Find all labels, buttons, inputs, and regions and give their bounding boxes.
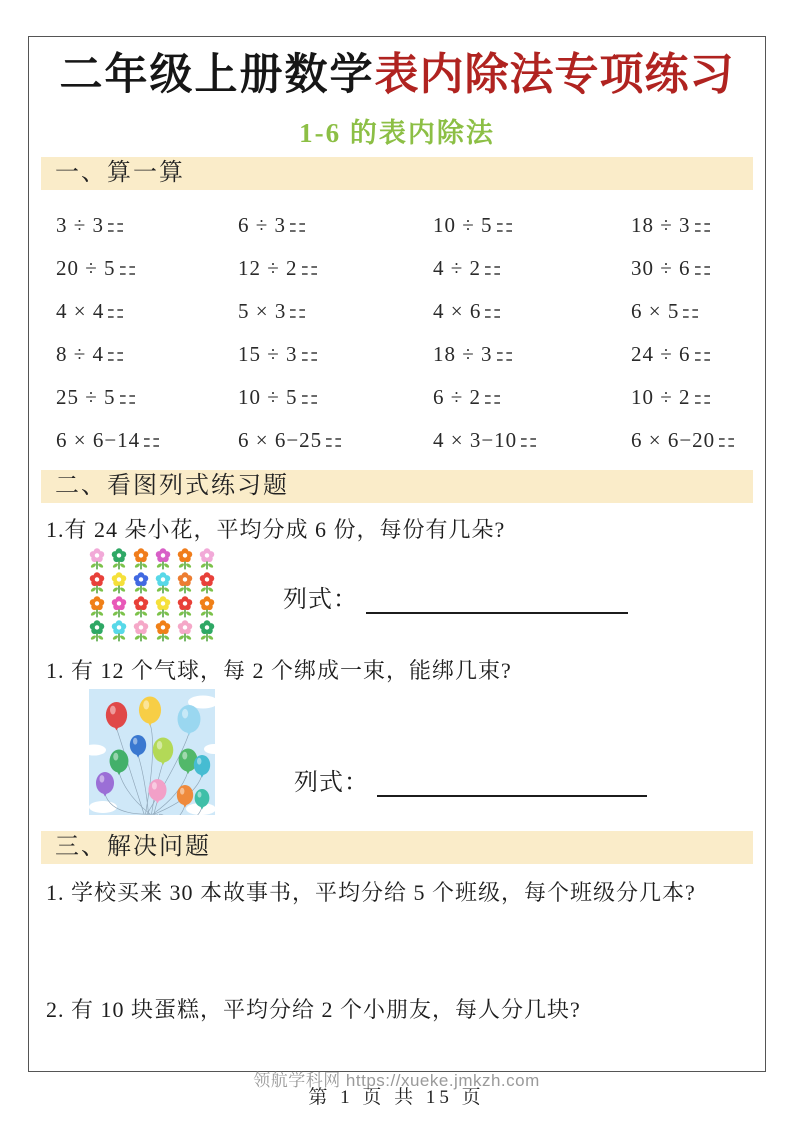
math-expression: 12 ÷ 2 — [238, 256, 298, 280]
math-expression: 6 × 5 — [631, 299, 680, 323]
math-expression: 20 ÷ 5 — [56, 256, 116, 280]
math-problem — [238, 256, 433, 281]
answer-line-flowers — [366, 587, 628, 613]
math-expression: 18 ÷ 3 — [433, 342, 493, 366]
question-text-cakes: 2. 有 10 块蛋糕，平均分给 2 个小朋友，每人分几块? — [46, 997, 581, 1022]
math-problem — [631, 299, 753, 324]
equals-trace — [290, 223, 305, 232]
math-expression: 24 ÷ 6 — [631, 342, 691, 366]
flower-icon — [196, 620, 218, 644]
section3-heading: 三、解决问题 — [41, 831, 753, 864]
section1-heading: 一、算一算 — [41, 157, 753, 190]
math-expression: 10 ÷ 5 — [238, 385, 298, 409]
flowers-figure — [86, 548, 218, 644]
flower-icon — [152, 548, 174, 572]
equals-trace — [497, 223, 512, 232]
math-problem — [433, 256, 631, 281]
page-number: 第 1 页 共 15 页 — [308, 1087, 485, 1108]
flower-icon — [174, 572, 196, 596]
math-problem — [631, 385, 753, 410]
math-problem — [56, 213, 238, 238]
math-problem — [56, 299, 238, 324]
flower-icon — [86, 548, 108, 572]
math-problem — [56, 342, 238, 367]
flower-icon — [130, 572, 152, 596]
lieshi-label-balloons: 列式： — [294, 770, 369, 796]
balloon-shape — [96, 772, 114, 794]
balloons-figure — [89, 689, 215, 815]
page-title — [41, 47, 753, 113]
page-subtitle: 1-6 的表内除法 — [299, 118, 495, 148]
section2-heading: 二、看图列式练习题 — [41, 470, 753, 503]
flower-icon — [108, 596, 130, 620]
math-problem — [238, 213, 433, 238]
math-problem — [631, 213, 753, 238]
balloon-shape — [194, 755, 210, 775]
math-expression: 15 ÷ 3 — [238, 342, 298, 366]
equation-area-flowers — [283, 579, 628, 614]
equals-trace — [108, 309, 123, 318]
question-text-books: 1. 学校买来 30 本故事书，平均分给 5 个班级，每个班级分几本? — [46, 880, 696, 905]
balloon-shape — [178, 705, 201, 733]
balloon-shape — [195, 789, 210, 807]
flower-icon — [108, 548, 130, 572]
answer-line-balloons — [377, 771, 647, 797]
watermark-text: 领航学科网 https://xueke.jmkzh.com — [253, 1071, 540, 1090]
math-expression: 30 ÷ 6 — [631, 256, 691, 280]
balloon-shape — [130, 735, 146, 755]
flower-icon — [152, 596, 174, 620]
equals-trace — [719, 438, 734, 447]
math-expression: 6 × 6−14 — [56, 428, 141, 452]
equals-trace — [695, 223, 710, 232]
math-problem — [631, 428, 753, 453]
math-expression: 8 ÷ 4 — [56, 342, 105, 366]
equals-trace — [485, 266, 500, 275]
balloon-shape — [106, 702, 127, 728]
equals-trace — [144, 438, 159, 447]
math-problem — [238, 299, 433, 324]
equals-trace — [302, 352, 317, 361]
math-expression: 25 ÷ 5 — [56, 385, 116, 409]
math-problem — [433, 428, 631, 453]
equals-trace — [521, 438, 536, 447]
math-expression: 3 ÷ 3 — [56, 213, 105, 237]
equals-trace — [120, 266, 135, 275]
math-expression: 6 × 6−20 — [631, 428, 716, 452]
equals-trace — [108, 352, 123, 361]
math-problem — [56, 256, 238, 281]
equals-trace — [695, 395, 710, 404]
math-problem — [56, 428, 238, 453]
flower-icon — [152, 620, 174, 644]
flowers-row — [41, 548, 753, 644]
flower-icon — [86, 596, 108, 620]
lieshi-label-flowers: 列式： — [283, 586, 358, 613]
flower-icon — [174, 620, 196, 644]
math-expression: 10 ÷ 5 — [433, 213, 493, 237]
problems-grid — [41, 204, 753, 462]
balloons-illustration — [89, 689, 215, 815]
balloon-shape — [139, 697, 161, 724]
math-expression: 4 × 4 — [56, 299, 105, 323]
math-expression: 5 × 3 — [238, 299, 287, 323]
equals-trace — [695, 352, 710, 361]
math-expression: 4 × 3−10 — [433, 428, 518, 452]
equals-trace — [485, 395, 500, 404]
equals-trace — [695, 266, 710, 275]
equals-trace — [497, 352, 512, 361]
flower-icon — [130, 620, 152, 644]
math-problem — [631, 342, 753, 367]
flower-icon — [174, 548, 196, 572]
math-problem — [238, 385, 433, 410]
title-grade-part: 二年级上册数学 — [59, 52, 375, 99]
flower-icon — [152, 572, 174, 596]
math-problem — [56, 385, 238, 410]
worksheet-sheet — [28, 36, 766, 1072]
math-problem — [433, 342, 631, 367]
cloud-shape — [89, 801, 117, 813]
equals-trace — [290, 309, 305, 318]
title-topic-part: 表内除法专项练习 — [374, 50, 735, 99]
equals-trace — [683, 309, 698, 318]
equals-trace — [302, 266, 317, 275]
flower-icon — [108, 620, 130, 644]
equals-trace — [326, 438, 341, 447]
flower-icon — [86, 572, 108, 596]
flower-icon — [86, 620, 108, 644]
math-problem — [238, 428, 433, 453]
flower-icon — [108, 572, 130, 596]
equals-trace — [108, 223, 123, 232]
math-expression: 4 ÷ 2 — [433, 256, 482, 280]
math-expression: 18 ÷ 3 — [631, 213, 691, 237]
equals-trace — [485, 309, 500, 318]
math-expression: 4 × 6 — [433, 299, 482, 323]
math-expression: 6 × 6−25 — [238, 428, 323, 452]
balloon-shape — [110, 750, 129, 773]
flower-icon — [196, 548, 218, 572]
flower-icon — [196, 596, 218, 620]
balloons-row — [41, 689, 753, 815]
flower-icon — [174, 596, 196, 620]
flower-icon — [130, 548, 152, 572]
question-text-balloons: 1. 有 12 个气球，每 2 个绑成一束，能绑几束? — [46, 658, 512, 683]
balloon-shape — [148, 779, 166, 801]
math-problem — [631, 256, 753, 281]
balloon-shape — [153, 738, 174, 763]
math-problem — [433, 213, 631, 238]
question-text-flowers: 1.有 24 朵小花，平均分成 6 份，每份有几朵? — [46, 517, 506, 542]
equation-area-balloons — [294, 762, 647, 797]
equals-trace — [302, 395, 317, 404]
flower-icon — [196, 572, 218, 596]
math-expression: 6 ÷ 2 — [433, 385, 482, 409]
math-expression: 6 ÷ 3 — [238, 213, 287, 237]
math-problem — [433, 385, 631, 410]
flower-icon — [130, 596, 152, 620]
math-problem — [238, 342, 433, 367]
balloon-shape — [177, 785, 193, 805]
equals-trace — [120, 395, 135, 404]
math-problem — [433, 299, 631, 324]
math-expression: 10 ÷ 2 — [631, 385, 691, 409]
